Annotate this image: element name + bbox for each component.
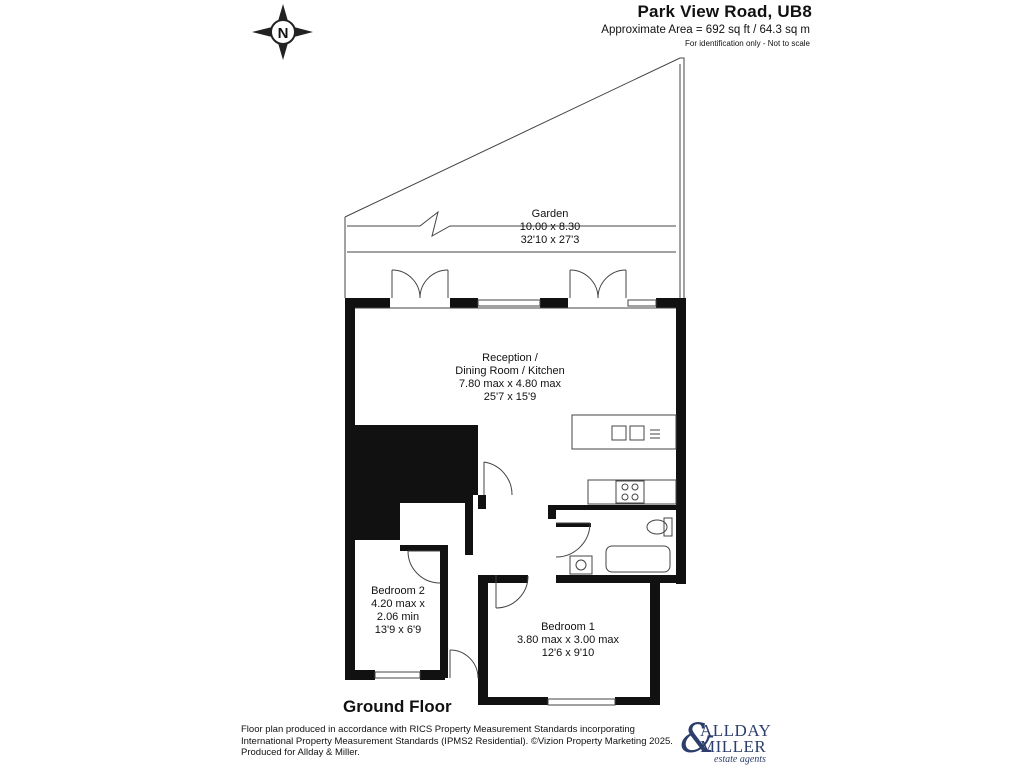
logo-ampersand: & xyxy=(680,716,716,762)
logo-line-2: MILLER xyxy=(700,737,767,756)
bedroom1-metric: 3.80 max x 3.00 max xyxy=(516,634,620,646)
approximate-area: Approximate Area = 692 sq ft / 64.3 sq m xyxy=(601,24,810,36)
bedroom1-name: Bedroom 1 xyxy=(541,621,595,633)
logo-line-1: ALLDAY xyxy=(700,721,772,740)
property-title: Park View Road, UB8 xyxy=(637,2,812,21)
footer-line-1: Floor plan produced in accordance with RICS Property Measurement Standards incorporating xyxy=(241,724,635,735)
bedroom1-imperial: 12'6 x 9'10 xyxy=(541,647,595,659)
garden-outline xyxy=(345,58,684,298)
footer-line-3: Produced for Allday & Miller. xyxy=(241,747,360,758)
bedroom1-label xyxy=(498,621,638,660)
garden-name: Garden xyxy=(531,208,569,220)
garden-imperial: 32'10 x 27'3 xyxy=(520,234,580,246)
reception-name-2: Dining Room / Kitchen xyxy=(455,365,565,377)
reception-label xyxy=(440,352,580,404)
reception-imperial: 25'7 x 15'9 xyxy=(483,391,537,403)
logo-line-3: estate agents xyxy=(714,754,766,765)
compass-letter: N xyxy=(277,25,289,42)
bedroom2-imperial: 13'9 x 6'9 xyxy=(374,624,422,636)
reception-metric: 7.80 max x 4.80 max xyxy=(458,378,562,390)
reception-name-1: Reception / xyxy=(482,352,538,364)
footer-line-2: International Property Measurement Standards (IPMS2 Residential). ©Vizion Property Marketing 2025. xyxy=(241,735,673,747)
agency-logo xyxy=(680,716,780,766)
bedroom2-metric-2: 2.06 min xyxy=(376,611,420,623)
bedroom2-label xyxy=(356,585,440,637)
bedroom2-metric-1: 4.20 max x xyxy=(371,598,425,610)
garden-metric: 10.00 x 8.30 xyxy=(519,221,581,233)
floor-title: Ground Floor xyxy=(343,697,452,716)
footer-notes xyxy=(241,724,673,759)
garden-label xyxy=(500,208,600,247)
bedroom2-name: Bedroom 2 xyxy=(371,585,425,597)
scale-note: For identification only - Not to scale xyxy=(685,39,810,48)
